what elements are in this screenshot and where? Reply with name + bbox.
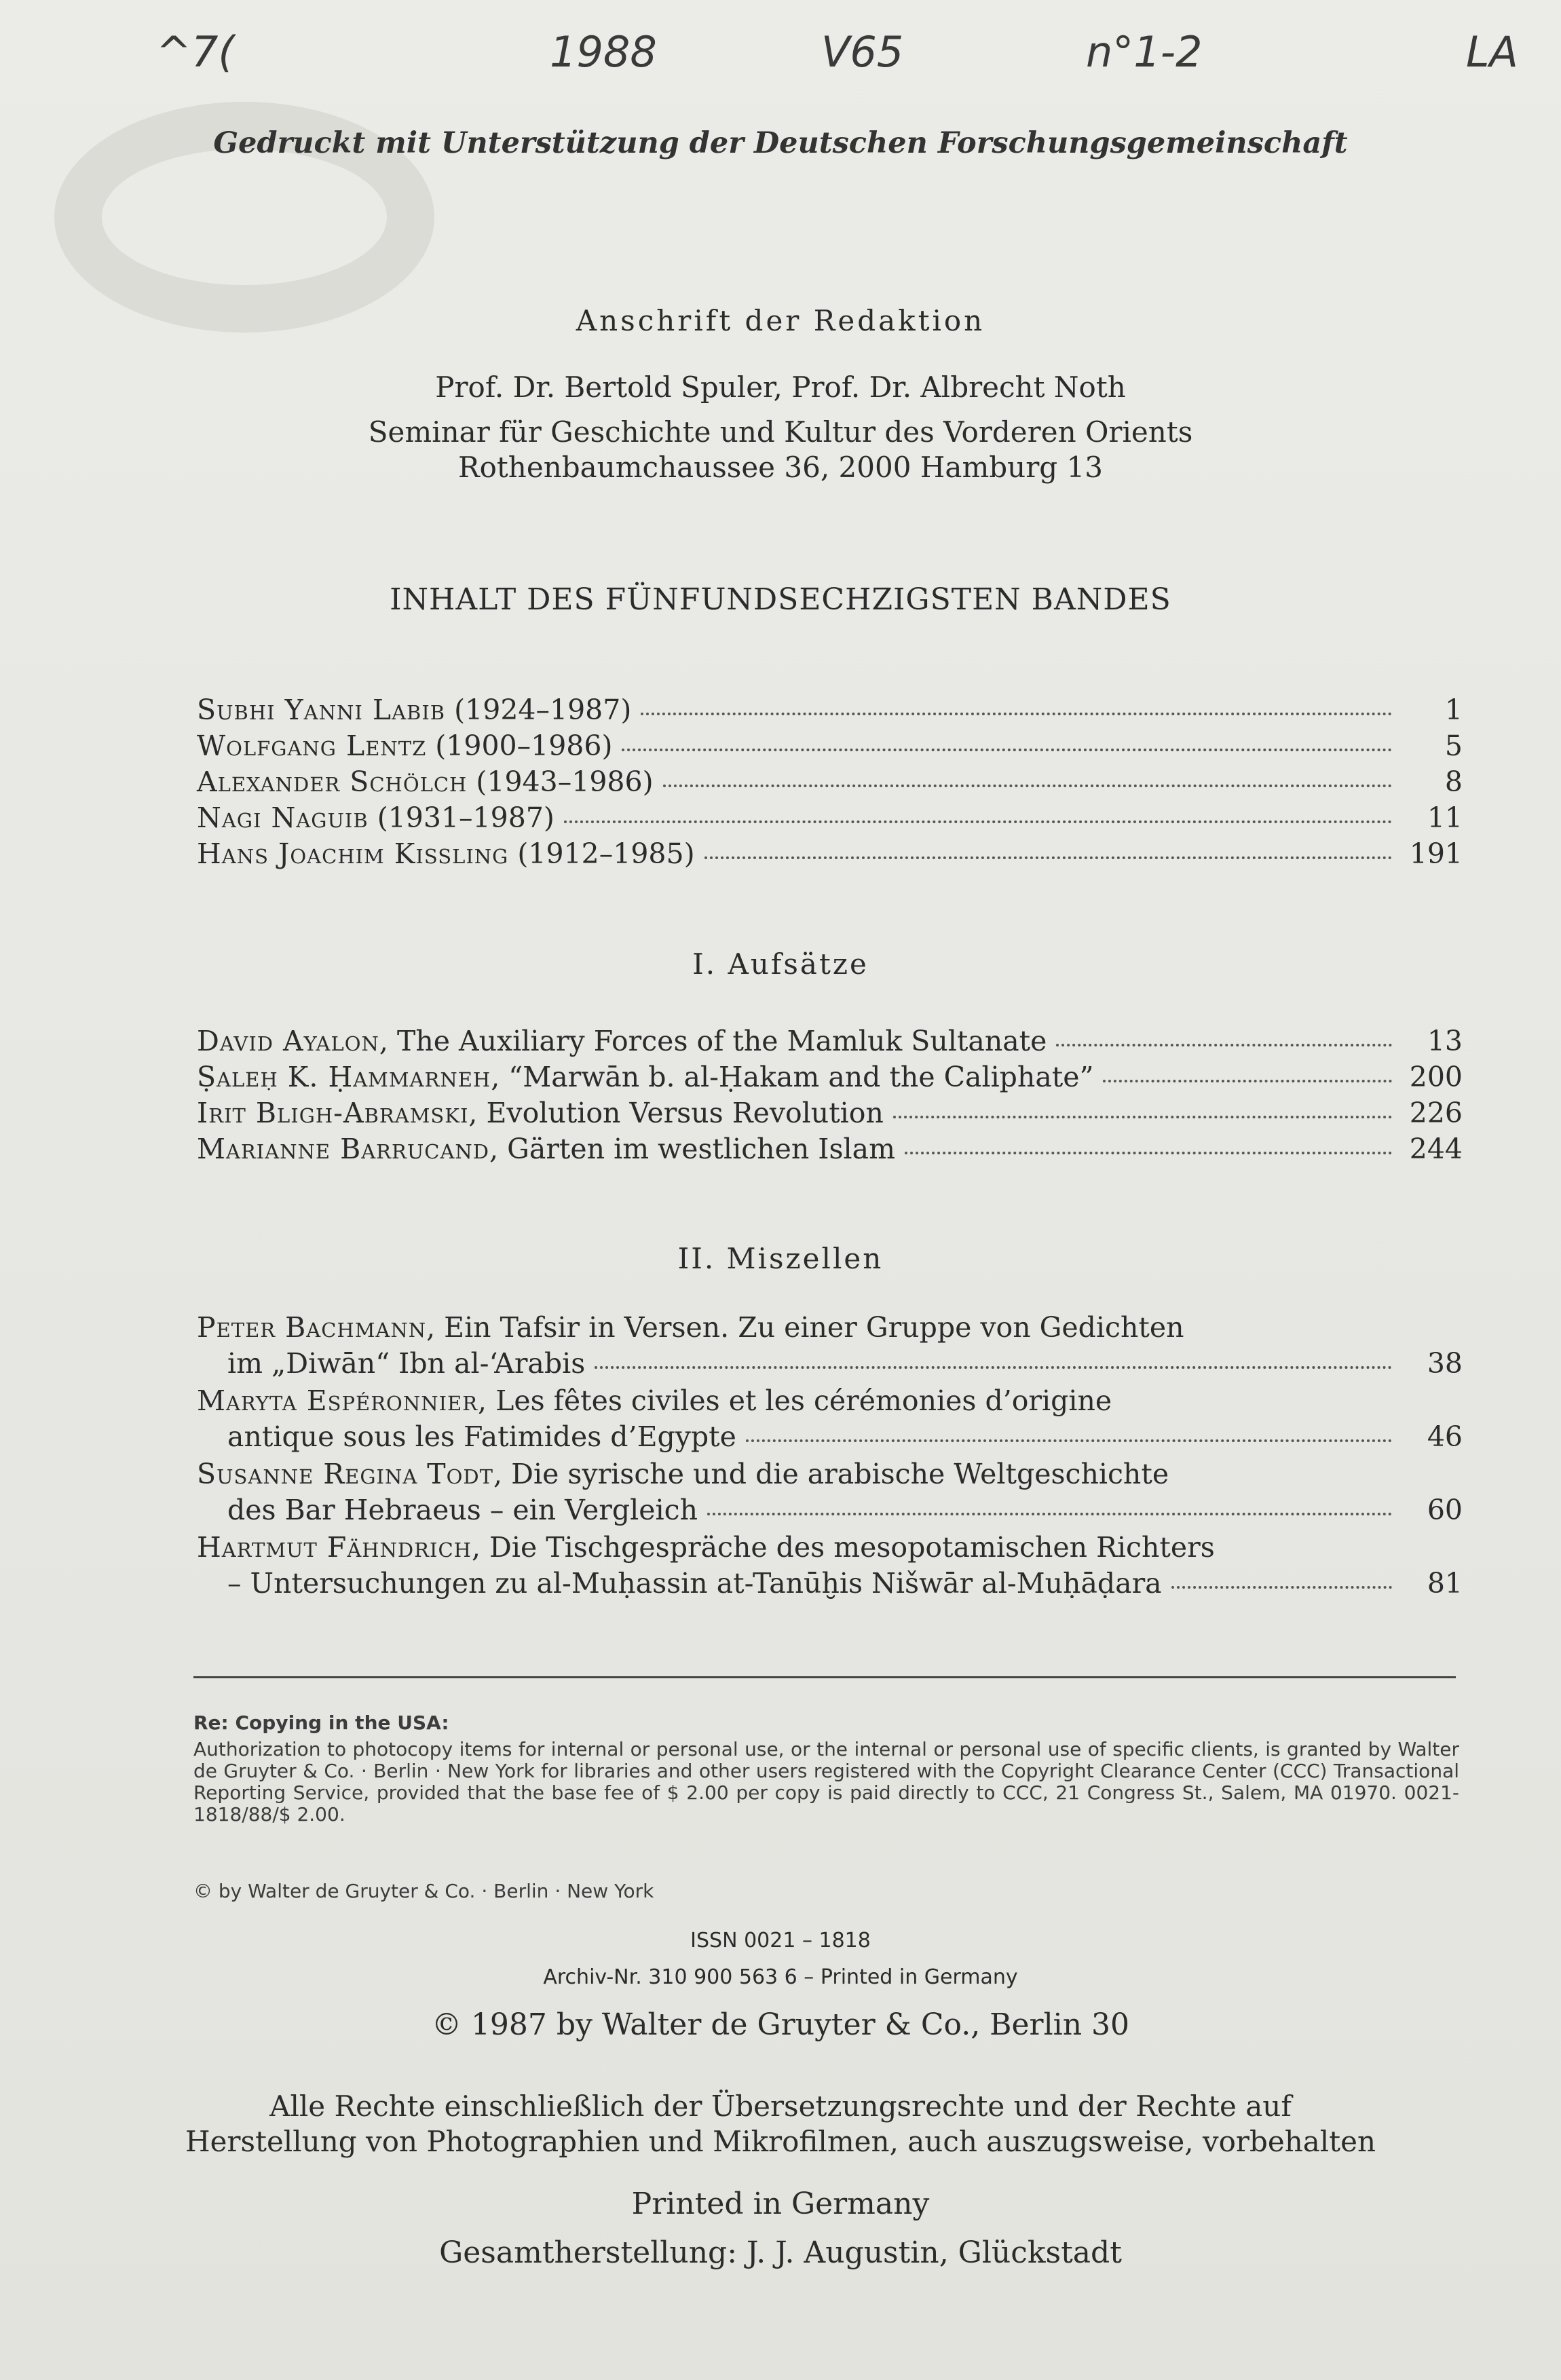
leader-dots [707,1510,1392,1515]
life-dates: (1912–1985) [517,837,695,870]
handwritten-note: 1988 [550,27,657,77]
toc-entry [197,1059,1463,1095]
leader-dots [1103,1077,1392,1082]
rights-statement [0,2089,1561,2159]
page-number: 81 [1427,1567,1463,1600]
author-name: Irit Bligh-Abramski [197,1097,469,1129]
life-dates: (1924–1987) [454,694,632,726]
copyright-line: © 1987 by Walter de Gruyter & Co., Berlin 30 [431,2007,1130,2042]
article-title: , Gärten im westlichen Islam [489,1133,895,1165]
address-heading: Anschrift der Redaktion [576,304,985,337]
toc-entry [197,1131,1463,1167]
page-number: 191 [1409,837,1463,870]
copying-text: Authorization to photocopy items for internal or personal use, or the internal or personal use of specific clients, is granted by Walter de Gruyter & Co. · Berlin · New York for libraries and other users registered with the Copyright Clearance Center (CCC) Transactional Reporting Service, provided that the base fee of $ 2.00 per copy is paid directly to CCC, 21 Congress St., Salem, MA 01970. 0021-1818/88/$ 2.00. [193,1738,1459,1826]
life-dates: (1943–1986) [476,766,654,798]
article-title: , Ein Tafsir in Versen. Zu einer Gruppe von Gedichten [426,1311,1184,1344]
author-name: Marianne Barrucand [197,1133,490,1165]
page-number: 244 [1409,1133,1463,1165]
toc-entry [197,1530,1463,1602]
toc-entry [197,1456,1463,1528]
toc-entry [197,1310,1463,1382]
leader-dots [893,1113,1392,1118]
institution-line: Seminar für Geschichte und Kultur des Vorderen Orients [368,415,1193,449]
article-title: , Evolution Versus Revolution [468,1097,884,1129]
divider-rule [193,1676,1456,1678]
section-title-miszellen: II. Miszellen [677,1242,884,1275]
leader-dots [1056,1041,1392,1046]
article-title: , Die syrische und die arabische Weltgeschichte [493,1458,1169,1490]
toc-entry [197,1023,1463,1059]
toc-entry [197,800,1463,836]
page-number: 46 [1427,1420,1463,1453]
page-number: 200 [1409,1061,1463,1093]
author-name: Wolfgang Lentz [197,730,427,762]
life-dates: (1900–1986) [435,730,613,762]
handwritten-notes [149,27,1541,102]
handwritten-note: ^7( [156,27,235,77]
page-number: 8 [1444,766,1463,798]
toc-entry [197,1095,1463,1131]
page-number: 5 [1444,730,1463,762]
leader-dots [905,1149,1392,1154]
toc-entry [197,764,1463,800]
leader-dots [1171,1583,1392,1589]
page-number: 226 [1409,1097,1463,1129]
author-name: Hartmut Fähndrich [197,1531,472,1564]
section-title-aufsaetze: I. Aufsätze [692,947,869,981]
production-credit: Gesamtherstellung: J. J. Augustin, Glückstadt [439,2235,1122,2270]
copying-heading: Re: Copying in the USA: [193,1712,449,1734]
leader-dots [622,746,1392,751]
author-name: Maryta Espéronnier [197,1384,478,1417]
leader-dots [564,818,1392,823]
leader-dots [663,782,1392,787]
author-name: David Ayalon [197,1025,379,1057]
page-number: 38 [1427,1347,1463,1380]
volume-title: INHALT DES FÜNFUNDSECHZIGSTEN BANDES [390,582,1171,617]
toc-entry [197,836,1463,872]
toc-entry [197,728,1463,764]
leader-dots [641,710,1392,715]
toc-entry [197,692,1463,728]
page-number: 11 [1427,801,1463,834]
editors-line: Prof. Dr. Bertold Spuler, Prof. Dr. Albrecht Noth [435,371,1126,404]
toc-entry [197,1383,1463,1455]
author-name: Nagi Naguib [197,801,369,834]
author-name: Hans Joachim Kissling [197,837,509,870]
article-title-continued: des Bar Hebraeus – ein Vergleich [227,1494,698,1526]
article-title: , Die Tischgespräche des mesopotamischen Richters [471,1531,1215,1564]
article-title: , Les fêtes civiles et les cérémonies d’origine [478,1384,1112,1417]
article-title-continued: im „Diwān“ Ibn al-‘Arabis [227,1347,586,1380]
author-name: Subhi Yanni Labib [197,694,446,726]
handwritten-note: V65 [821,27,904,77]
handwritten-note: n°1-2 [1086,27,1203,77]
street-line: Rothenbaumchaussee 36, 2000 Hamburg 13 [458,451,1103,484]
leader-dots [595,1363,1392,1369]
leader-dots [746,1437,1392,1442]
author-name: Ṣaleḥ K. Ḥammarneh [197,1061,491,1093]
author-name: Peter Bachmann [197,1311,427,1344]
obituary-list [197,692,1463,872]
articles-list [197,1023,1463,1167]
publisher-copyright-small: © by Walter de Gruyter & Co. · Berlin · New York [193,1880,654,1902]
handwritten-note: LA [1466,27,1518,77]
page-number: 13 [1427,1025,1463,1057]
leader-dots [704,854,1392,859]
rights-line: Herstellung von Photographien und Mikrofilmen, auch auszugsweise, vorbehalten [185,2125,1376,2158]
printed-in: Printed in Germany [631,2187,930,2221]
rights-line: Alle Rechte einschließlich der Übersetzungsrechte und der Rechte auf [269,2090,1292,2123]
author-name: Susanne Regina Todt [197,1458,494,1490]
issn: ISSN 0021 – 1818 [690,1929,871,1952]
author-name: Alexander Schölch [197,766,468,798]
article-title-continued: antique sous les Fatimides d’Egypte [227,1420,736,1453]
article-title: , “Marwān b. al-Ḥakam and the Caliphate” [491,1061,1094,1093]
life-dates: (1931–1987) [377,801,554,834]
miscellanea-list [197,1310,1463,1602]
page-number: 60 [1427,1494,1463,1526]
page-number: 1 [1444,694,1463,726]
archive-number: Archiv-Nr. 310 900 563 6 – Printed in Germany [543,1965,1018,1989]
article-title-continued: – Untersuchungen zu al-Muḥassin at-Tanūḫis Nišwār al-Muḥāḍara [227,1567,1162,1600]
article-title: , The Auxiliary Forces of the Mamluk Sultanate [379,1025,1047,1057]
sponsor-line: Gedruckt mit Unterstützung der Deutschen Forschungsgemeinschaft [213,126,1348,160]
